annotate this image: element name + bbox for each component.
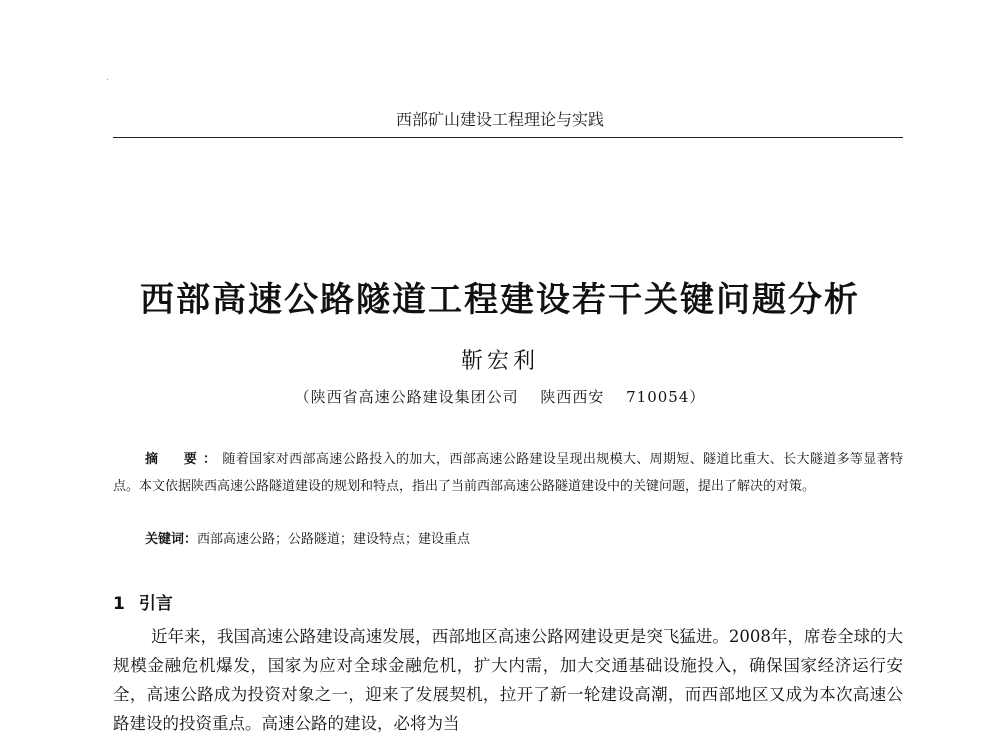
keywords-label: 关键词： (145, 532, 198, 547)
scan-speck (107, 79, 108, 80)
section-title: 引言 (138, 594, 173, 614)
keywords (145, 527, 903, 553)
abstract-label: 摘 要： (145, 452, 223, 467)
header-rule (113, 137, 903, 138)
abstract-text: 随着国家对西部高速公路投入的加大，西部高速公路建设呈现出规模大、周期短、隧道比重大、长大隧道多等显著特点。本文依据陕西高速公路隧道建设的规划和特点，指出了当前西部高速公路隧道建设中的关键问题，提出了解决的对策。 (113, 452, 903, 494)
keywords-text: 西部高速公路；公路隧道；建设特点；建设重点 (197, 532, 471, 547)
paper-title: 西部高速公路隧道工程建设若干关键问题分析 (140, 280, 860, 320)
abstract (113, 446, 903, 500)
section-heading (113, 589, 513, 614)
author-affiliation: （陕西省高速公路建设集团公司 陕西西安 710054） (294, 388, 706, 406)
section-number: 1 (113, 594, 125, 614)
running-head: 西部矿山建设工程理论与实践 (395, 110, 604, 129)
author-name: 靳宏利 (460, 349, 539, 374)
body-paragraph: 近年来，我国高速公路建设高速发展，西部地区高速公路网建设更是突飞猛进。2008年，席卷全球的大规模金融危机爆发，国家为应对全球金融危机，扩大内需，加大交通基础设施投入，确保国家经济运行安全，高速公路成为投资对象之一，迎来了发展契机，拉开了新一轮建设高潮，而西部地区又成为本次高速公路建设的投资重点。高速公路的建设，必将为当 (113, 627, 903, 733)
